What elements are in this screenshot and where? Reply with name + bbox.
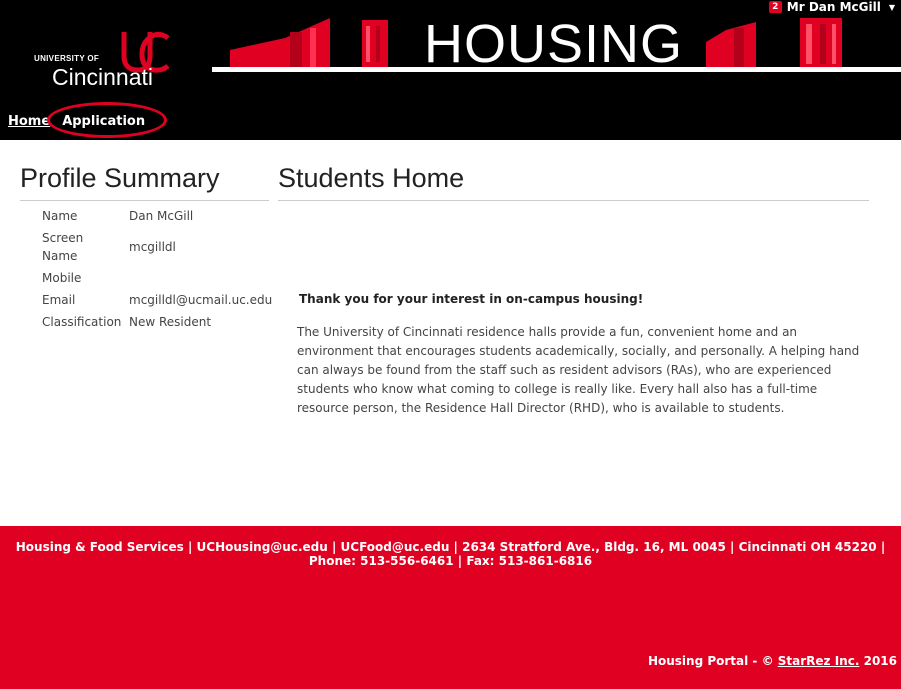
- students-home-title: Students Home: [278, 163, 465, 193]
- building-graphic-left: [230, 18, 330, 68]
- user-menu[interactable]: [769, 0, 895, 14]
- caret-down-icon[interactable]: ▼: [888, 2, 895, 12]
- building-graphic-tower: [360, 20, 390, 68]
- highlight-circle: [47, 102, 167, 138]
- profile-row-screen-name: [42, 227, 272, 267]
- profile-row-name: [42, 205, 272, 227]
- profile-label: Screen Name: [42, 231, 84, 263]
- profile-row-classification: [42, 311, 272, 333]
- profile-divider: [20, 200, 269, 201]
- profile-value: New Resident: [129, 315, 212, 329]
- profile-label: Classification: [42, 315, 122, 329]
- profile-value: mcgilldl@ucmail.uc.edu: [129, 293, 273, 307]
- profile-value: mcgilldl: [129, 240, 176, 254]
- housing-banner-title: HOUSING: [424, 14, 684, 74]
- site-header: [0, 0, 901, 140]
- profile-label: Name: [42, 209, 78, 223]
- profile-label: Email: [42, 293, 76, 307]
- logo-small-text: UNIVERSITY OF: [34, 54, 100, 63]
- nav-application-label[interactable]: Application: [62, 114, 146, 129]
- intro-heading: Thank you for your interest in on-campus housing!: [299, 292, 644, 306]
- profile-summary-title: Profile Summary: [20, 163, 220, 193]
- notification-badge[interactable]: 2: [769, 1, 782, 13]
- nav-home-link[interactable]: Home: [8, 114, 51, 129]
- profile-value: [129, 267, 272, 289]
- university-logo[interactable]: [32, 30, 182, 100]
- profile-table: [42, 205, 272, 333]
- starrez-link[interactable]: StarRez Inc.: [777, 654, 860, 668]
- user-name[interactable]: Mr Dan McGill: [786, 0, 881, 14]
- credit-prefix: Housing Portal - ©: [647, 654, 774, 668]
- students-divider: [278, 200, 869, 201]
- profile-row-email: [42, 289, 272, 311]
- profile-label: Mobile: [42, 271, 82, 285]
- building-graphic-far-right: [796, 18, 846, 68]
- footer-credit: [648, 654, 897, 668]
- profile-row-mobile: [42, 267, 272, 289]
- logo-big-text: Cincinnati: [52, 64, 153, 90]
- profile-value: Dan McGill: [129, 209, 194, 223]
- footer-contact: Housing & Food Services | UCHousing@uc.edu | UCFood@uc.edu | 2634 Stratford Ave., Bldg. 16, ML 0045 | Cincinnati OH 45220 | Phone: 513-556-6461 | Fax: 513-861-6816: [15, 540, 886, 568]
- nav-application-link[interactable]: [62, 114, 145, 129]
- intro-paragraph: The University of Cincinnati residence halls provide a fun, convenient home and an environment that encourages students academically, socially, and personally. A helping hand can always be found from the staff such as resident advisors (RAs), who are experienced students who know what coming to college is really like. Every hall also has a full-time resource person, the Residence Hall Director (RHD), who is available to students.: [297, 325, 860, 415]
- building-graphic-right: [706, 22, 756, 68]
- credit-year: 2016: [863, 654, 897, 668]
- main-nav: [8, 114, 145, 129]
- site-footer: [0, 526, 901, 689]
